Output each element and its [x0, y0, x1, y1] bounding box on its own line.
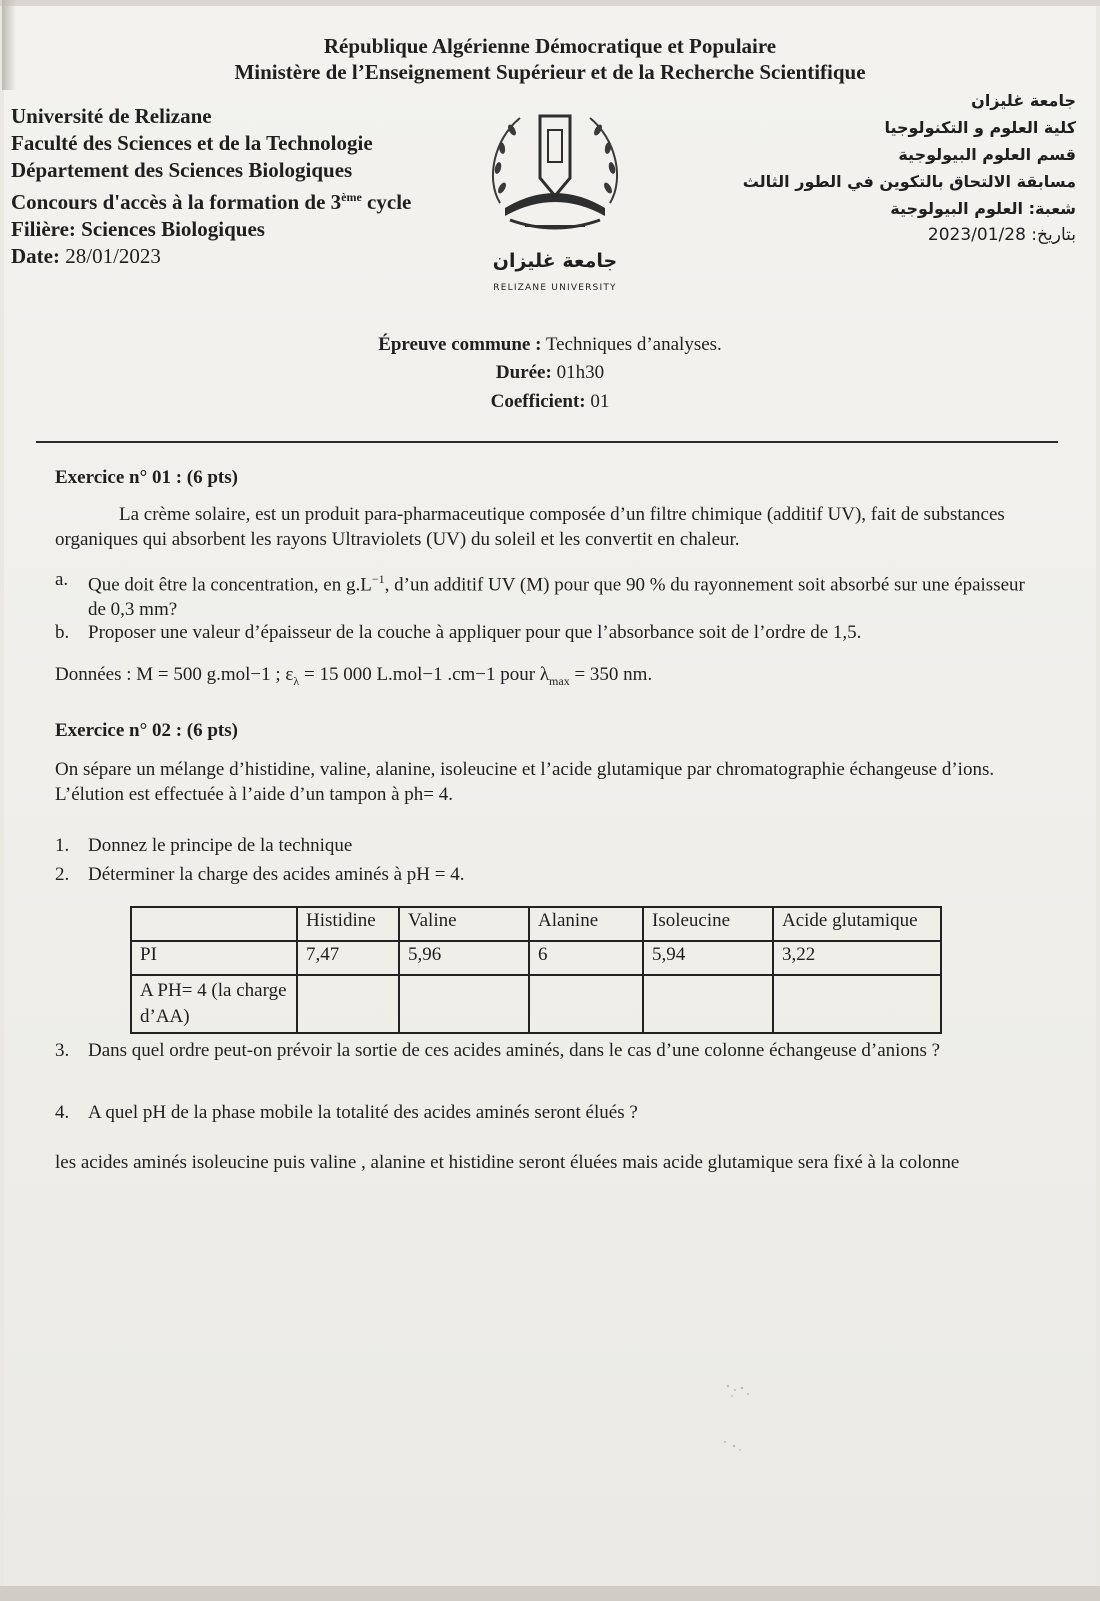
table-cell-empty — [399, 975, 529, 1033]
exercise-1-question-b — [55, 620, 1045, 645]
filiere-line — [11, 216, 411, 243]
department-name: Département des Sciences Biologiques — [11, 158, 353, 182]
exercise-2-question-4 — [55, 1100, 1045, 1125]
arabic-concours: مسابقة الالتحاق بالتكوين في الطور الثالث — [742, 172, 1076, 191]
duree-label: Durée: — [495, 362, 552, 383]
table-cell-empty — [529, 975, 643, 1033]
table-cell: 5,96 — [399, 941, 529, 975]
table-header-row — [131, 907, 941, 941]
filiere-label: Filière: — [11, 217, 76, 241]
table-cell: 7,47 — [297, 941, 399, 975]
question-2-text: Déterminer la charge des acides aminés à pH = 4. — [88, 864, 465, 885]
duree-line — [0, 362, 1100, 384]
donnees-sub1: λ — [293, 673, 300, 688]
exercise-2-question-2 — [55, 862, 1045, 887]
epreuve-label: Épreuve commune : — [378, 334, 542, 355]
table-row — [131, 975, 941, 1033]
arabic-department: قسم العلوم البيولوجية — [898, 145, 1076, 164]
question-4-text: A quel pH de la phase mobile la totalité des acides aminés seront élués ? — [88, 1102, 638, 1123]
arabic-header-block — [696, 87, 1076, 249]
republic-title: République Algérienne Démocratique et Populaire — [323, 34, 777, 58]
exercise-1-title: Exercice n° 01 : (6 pts) — [55, 467, 238, 488]
table-header-cell: Alanine — [529, 907, 643, 941]
university-name: Université de Relizane — [11, 104, 212, 128]
question-a-sup: −1 — [371, 572, 385, 586]
table-header-cell: Valine — [399, 907, 529, 941]
table-corner-cell — [131, 907, 297, 941]
arabic-date: بتاريخ: 2023/01/28 — [927, 225, 1076, 245]
donnees-part2: = 15 000 L.mol−1 .cm−1 pour λ — [299, 664, 550, 685]
concours-suffix: cycle — [361, 190, 412, 214]
exercise-2-question-3 — [55, 1038, 1045, 1063]
question-b-text: Proposer une valeur d’épaisseur de la couche à appliquer pour que l’absorbance soit de l’ordre de 1,5. — [88, 622, 862, 643]
question-a-part1: Que doit être la concentration, en g.L — [88, 574, 372, 596]
concours-prefix: Concours d'accès à la formation de 3 — [11, 190, 342, 214]
arabic-faculty: كلية العلوم و التكنولوجيا — [884, 118, 1076, 137]
page-bottom-edge — [0, 1586, 1100, 1601]
table-cell: 3,22 — [773, 941, 941, 975]
coefficient-value: 01 — [585, 391, 610, 412]
exercise-1-intro: La crème solaire, est un produit para-pharmaceutique composée d’un filtre chimique (additif UV), fait de substances organiques qui absorbent les rayons Ultraviolets (UV) du soleil et les convertit en chaleur. — [55, 504, 1005, 550]
table-row — [131, 941, 941, 975]
question-a-part2: , d’un additif UV (M) pour que 90 % du rayonnement soit absorbé sur une épaisseur de 0,3 mm? — [88, 574, 1025, 621]
amino-acid-pi-table — [130, 906, 942, 1034]
table-header-cell: Isoleucine — [643, 907, 773, 941]
arabic-university: جامعة غليزان — [971, 91, 1076, 110]
exercise-2-title: Exercice n° 02 : (6 pts) — [55, 720, 238, 741]
exercise-1-question-a — [55, 567, 1045, 622]
arabic-filiere: شعبة: العلوم البيولوجية — [890, 199, 1076, 218]
date-line — [11, 243, 411, 270]
table-cell-empty — [643, 975, 773, 1033]
question-4-label: 4. — [55, 1102, 70, 1123]
question-a-label: a. — [55, 569, 69, 590]
table-cell: 5,94 — [643, 941, 773, 975]
logo-english-name: RELIZANE UNIVERSITY — [493, 283, 617, 293]
question-b-label: b. — [55, 622, 70, 643]
question-2-label: 2. — [55, 864, 70, 885]
date-value: 28/01/2023 — [59, 244, 161, 268]
coefficient-label: Coefficient: — [490, 391, 586, 412]
table-row-label: PI — [131, 941, 297, 975]
question-1-label: 1. — [55, 835, 70, 856]
logo-arabic-name: جامعة غليزان — [492, 250, 618, 272]
donnees-sub2: max — [549, 673, 570, 688]
donnees-part1: Données : M = 500 g.mol−1 ; ε — [55, 664, 294, 685]
table-header-cell: Histidine — [297, 907, 399, 941]
question-3-label: 3. — [55, 1040, 70, 1061]
epreuve-value: Techniques d’analyses. — [541, 334, 722, 355]
faculty-name: Faculté des Sciences et de la Technologie — [11, 131, 373, 155]
table-header-cell: Acide glutamique — [773, 907, 941, 941]
question-a-text — [88, 567, 1045, 622]
filiere-value: Sciences Biologiques — [75, 217, 265, 241]
exercise-2-intro: On sépare un mélange d’histidine, valine, alanine, isoleucine et l’acide glutamique par chromatographie échangeuse d’ions. L’élution est effectuée à l’aide d’un tampon à ph= 4. — [55, 759, 995, 805]
epreuve-line — [0, 334, 1100, 356]
table-cell-empty — [297, 975, 399, 1033]
date-label: Date: — [11, 244, 60, 268]
exercise-2-question-1 — [55, 833, 1045, 858]
concours-title — [11, 184, 411, 216]
exercise-1-data — [55, 664, 1045, 689]
table-row-label: A PH= 4 (la charge d’AA) — [131, 975, 297, 1033]
french-header-block — [11, 103, 411, 270]
coefficient-line — [0, 391, 1100, 413]
concours-sup: ème — [341, 190, 362, 204]
table-cell: 6 — [529, 941, 643, 975]
duree-value: 01h30 — [551, 362, 605, 383]
header-divider — [36, 441, 1058, 443]
handwritten-style-answer: les acides aminés isoleucine puis valine , alanine et histidine seront éluées mais acide glutamique sera fixé à la colonne — [55, 1152, 960, 1173]
paper-specks — [720, 1380, 760, 1460]
question-1-text: Donnez le principe de la technique — [88, 835, 353, 856]
question-3-text: Dans quel ordre peut-on prévoir la sortie de ces acides aminés, dans le cas d’une colonne échangeuse d’anions ? — [88, 1040, 941, 1061]
page-top-edge — [0, 0, 1100, 6]
table-cell-empty — [773, 975, 941, 1033]
ministry-title: Ministère de l’Enseignement Supérieur et de la Recherche Scientifique — [234, 60, 866, 84]
donnees-part3: = 350 nm. — [569, 664, 653, 685]
